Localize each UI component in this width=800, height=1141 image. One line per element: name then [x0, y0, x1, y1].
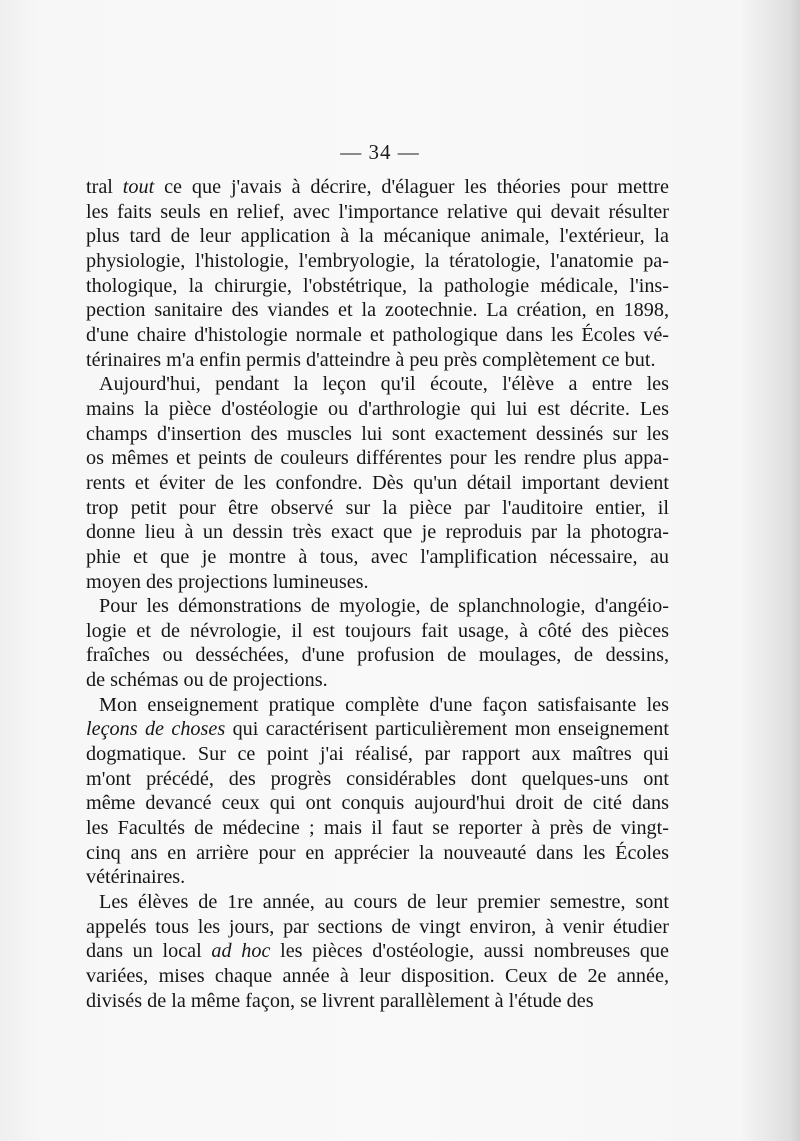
paragraph — [86, 372, 669, 594]
text-line — [86, 915, 669, 940]
body-text — [86, 175, 669, 1013]
text-run: dogmatique. Sur ce point j'ai réalisé, par rapport aux maîtres qui — [86, 743, 669, 766]
text-line — [86, 348, 669, 373]
text-line — [86, 397, 669, 422]
text-line — [86, 323, 669, 348]
paragraph — [86, 594, 669, 693]
text-run: tral — [86, 176, 123, 198]
text-run: divisés de la même façon, se livrent parallèlement à l'étude des — [86, 989, 594, 1012]
text-run: qui caractérisent particulièrement mon enseignement — [225, 718, 670, 741]
text-line — [86, 619, 669, 644]
text-line — [86, 594, 669, 619]
italic-run: ad hoc — [211, 940, 271, 963]
text-line — [86, 791, 669, 816]
text-run: d'une chaire d'histologie normale et pathologique dans les Écoles vé- — [86, 323, 669, 346]
text-run: os mêmes et peints de couleurs différentes pour les rendre plus appa- — [86, 447, 669, 470]
text-line — [86, 890, 669, 915]
text-run: trop petit pour être observé sur la pièce par l'auditoire entier, il — [86, 496, 669, 519]
text-line — [86, 274, 669, 299]
italic-run: leçons de choses — [86, 718, 226, 741]
text-run: pection sanitaire des viandes et la zootechnie. La création, en 1898, — [86, 299, 669, 322]
text-run: Pour les démonstrations de myologie, de splanchnologie, d'angéio- — [99, 595, 669, 618]
text-run: vétérinaires. — [86, 866, 186, 889]
text-run: ce que j'avais à décrire, d'élaguer les théories pour mettre — [154, 176, 669, 198]
text-line — [86, 175, 669, 200]
text-line — [86, 742, 669, 767]
text-run: térinaires m'a enfin permis d'atteindre à peu près complètement ce but. — [86, 348, 656, 371]
text-run: phie et que je montre à tous, avec l'amplification nécessaire, au — [86, 545, 669, 568]
text-run: fraîches ou desséchées, d'une profusion de moulages, de dessins, — [86, 644, 669, 667]
text-line — [86, 224, 669, 249]
text-run: rents et éviter de les confondre. Dès qu'un détail important devient — [86, 471, 669, 494]
text-line — [86, 717, 669, 742]
text-line — [86, 496, 669, 521]
text-line — [86, 841, 669, 866]
text-run: logie et de névrologie, il est toujours fait usage, à côté des pièces — [86, 619, 669, 642]
text-line — [86, 939, 669, 964]
text-run: m'ont précédé, des progrès considérables dont quelques-uns ont — [86, 767, 669, 790]
text-run: appelés tous les jours, par sections de vingt environ, à venir étudier — [86, 915, 669, 938]
text-line — [86, 298, 669, 323]
text-line — [86, 545, 669, 570]
text-line — [86, 668, 669, 693]
text-run: variées, mises chaque année à leur disposition. Ceux de 2e année, — [86, 965, 669, 987]
text-line — [86, 964, 669, 989]
text-run: moyen des projections lumineuses. — [86, 570, 369, 593]
text-line — [86, 249, 669, 274]
text-run: même devancé ceux qui ont conquis aujourd'hui droit de cité dans — [86, 792, 669, 815]
text-run: champs d'insertion des muscles lui sont exactement dessinés sur les — [86, 422, 669, 445]
text-run: Mon enseignement pratique complète d'une façon satisfaisante les — [99, 693, 669, 716]
paragraph — [86, 175, 669, 372]
text-line — [86, 816, 669, 841]
text-run: Les élèves de 1re année, au cours de leur premier semestre, sont — [99, 891, 669, 914]
page-number: — 34 — — [340, 140, 420, 164]
text-line — [86, 372, 669, 397]
text-run: plus tard de leur application à la mécanique animale, l'extérieur, la — [86, 225, 669, 248]
text-line — [86, 989, 669, 1014]
text-run: cinq ans en arrière pour en apprécier la nouveauté dans les Écoles — [86, 841, 669, 864]
text-run: les Facultés de médecine ; mais il faut se reporter à près de vingt- — [86, 817, 669, 840]
text-line — [86, 865, 669, 890]
text-line — [86, 471, 669, 496]
text-line — [86, 446, 669, 471]
text-line — [86, 643, 669, 668]
text-run: de schémas ou de projections. — [86, 669, 328, 692]
text-run: dans un local — [86, 940, 212, 963]
text-run: mains la pièce d'ostéologie ou d'arthrologie qui lui est décrite. Les — [86, 397, 669, 420]
paragraph — [86, 890, 669, 1013]
text-line — [86, 693, 669, 718]
text-run: thologique, la chirurgie, l'obstétrique, la pathologie médicale, l'ins- — [86, 274, 669, 297]
text-line — [86, 422, 669, 447]
text-run: Aujourd'hui, pendant la leçon qu'il écoute, l'élève a entre les — [99, 373, 669, 396]
text-line — [86, 520, 669, 545]
text-run: les faits seuls en relief, avec l'importance relative qui devait résulter — [86, 200, 669, 223]
text-line — [86, 200, 669, 225]
text-run: les pièces d'ostéologie, aussi nombreuses que — [270, 940, 669, 963]
text-run: physiologie, l'histologie, l'embryologie, la tératologie, l'anatomie pa- — [86, 249, 669, 272]
text-run: donne lieu à un dessin très exact que je reproduis par la photogra- — [86, 521, 669, 544]
italic-run: tout — [122, 176, 155, 198]
text-line — [86, 767, 669, 792]
paragraph — [86, 693, 669, 890]
text-line — [86, 570, 669, 595]
